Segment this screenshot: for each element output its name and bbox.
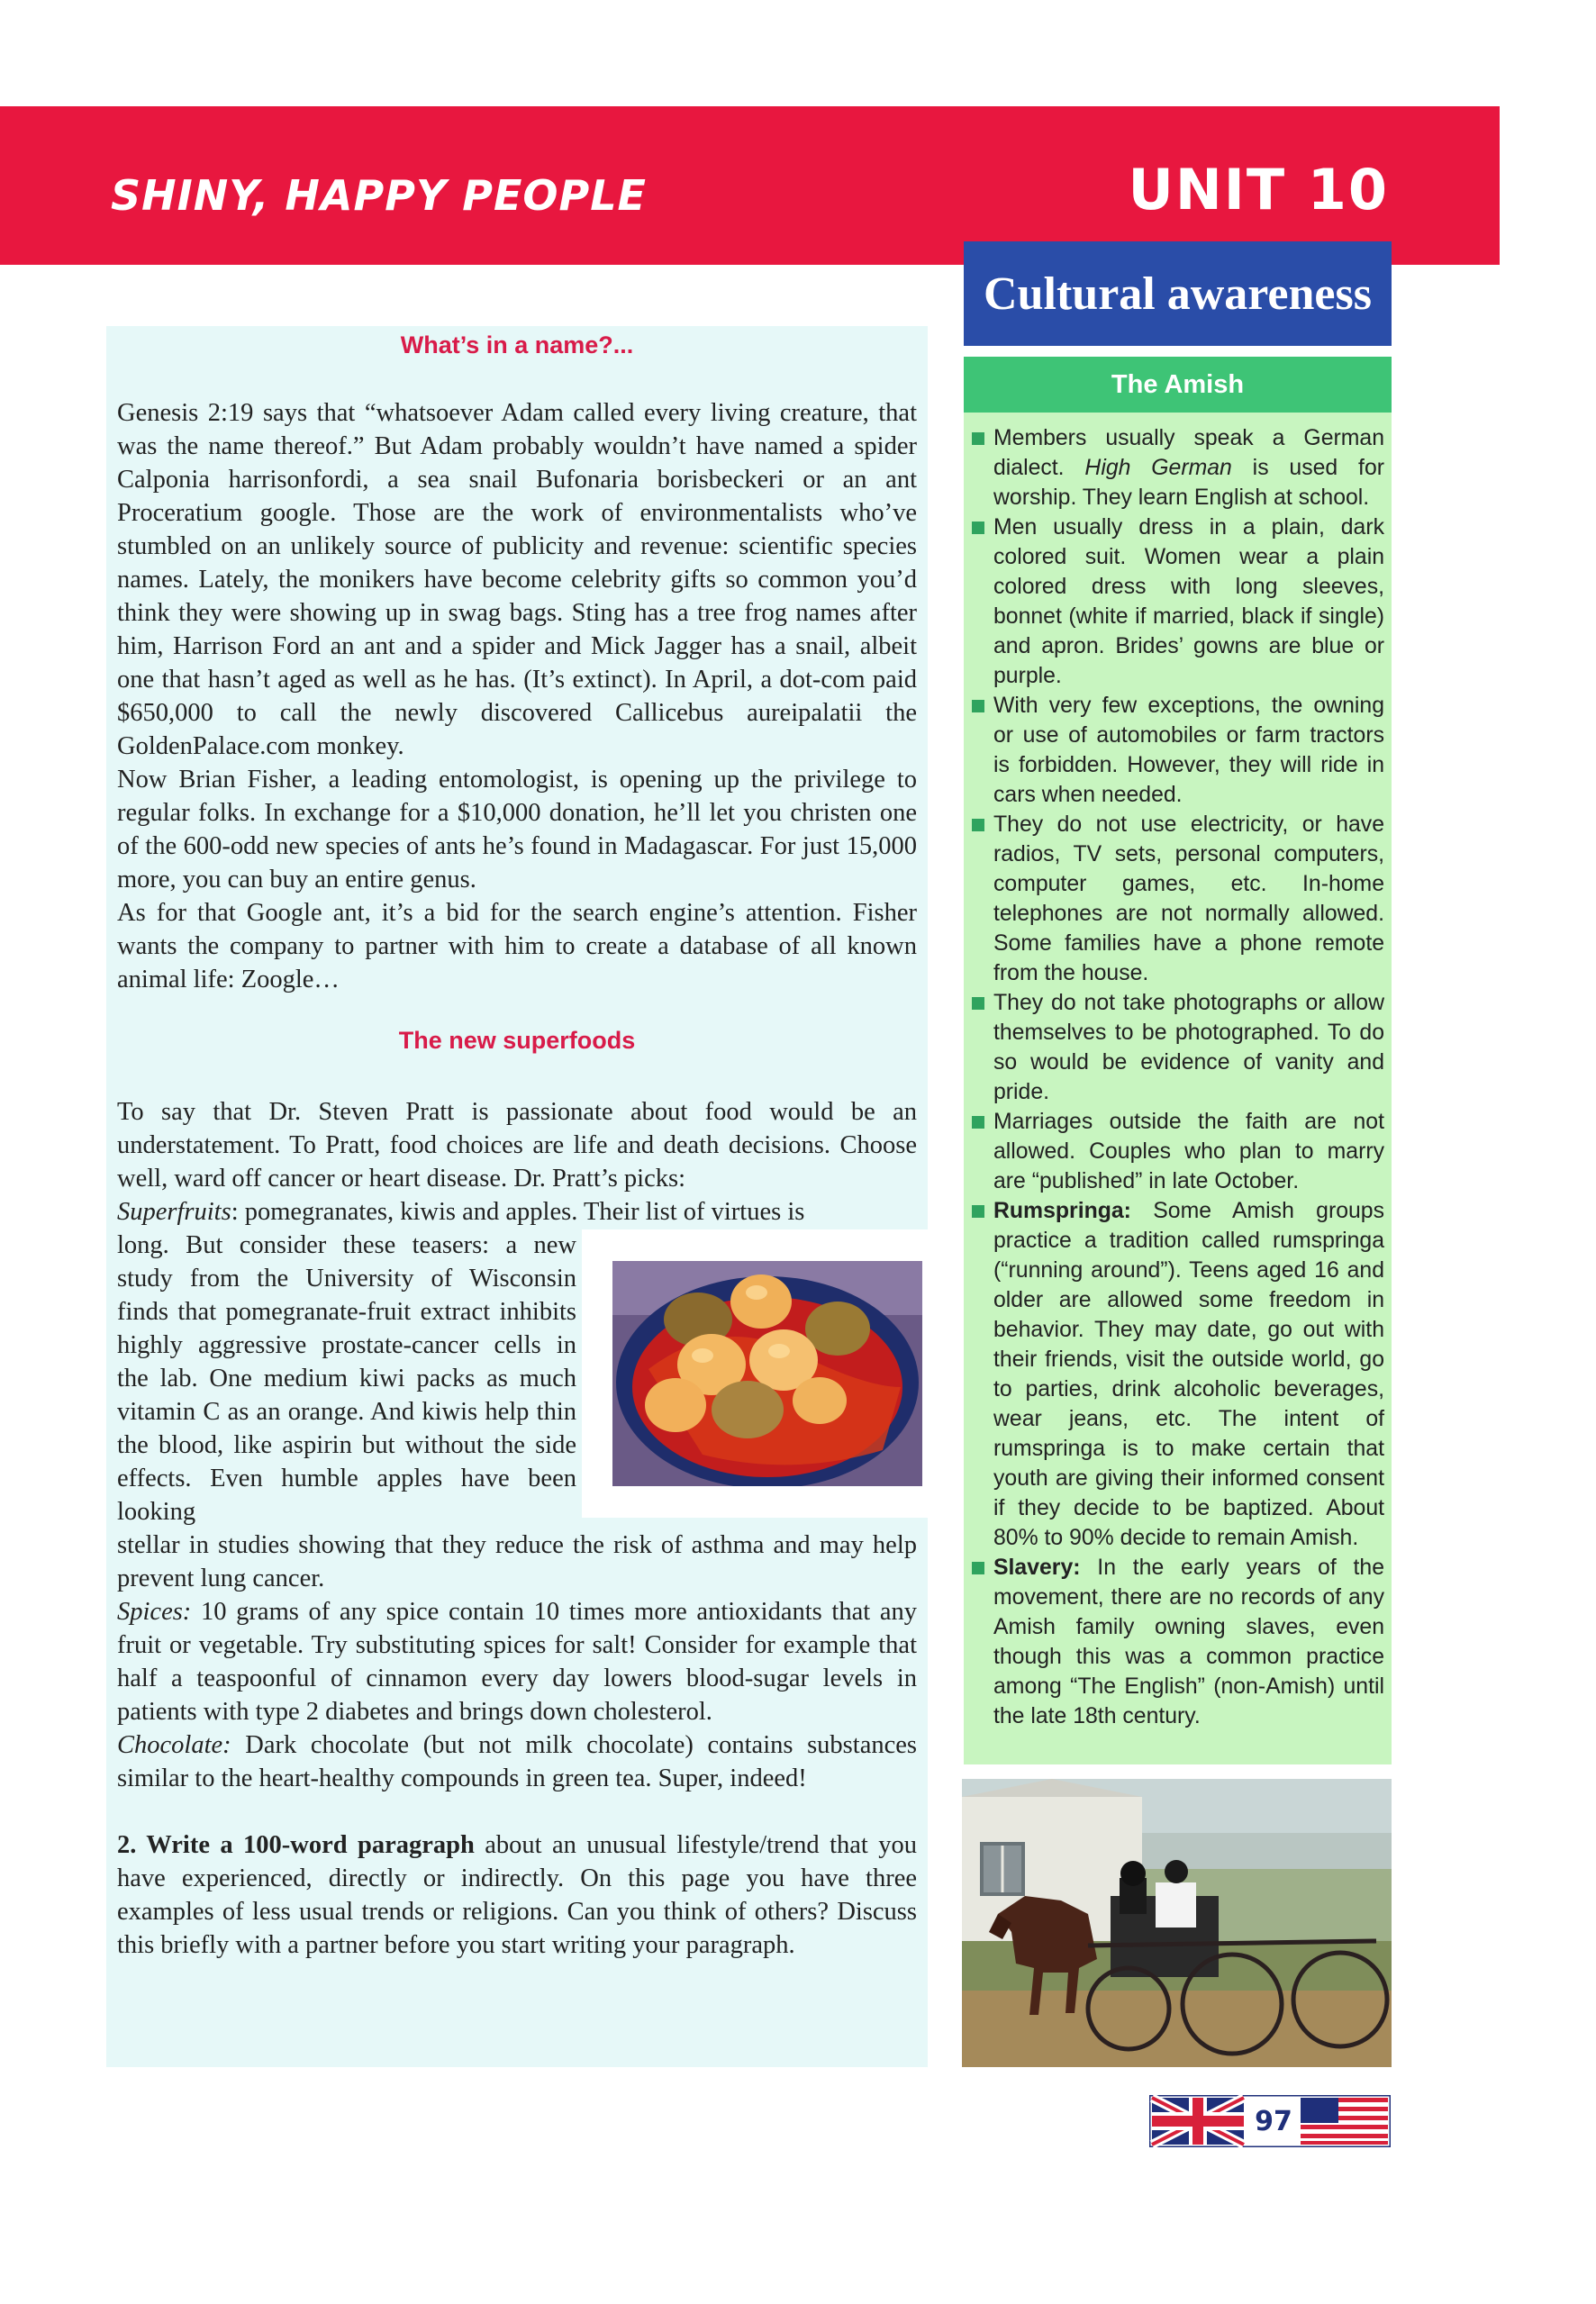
list-item: Marriages outside the faith are not allowed. Couples who plan to marry are “published” in late October. bbox=[968, 1107, 1384, 1196]
writing-task-label: 2. Write a 100-word paragraph bbox=[117, 1831, 475, 1859]
list-item: Slavery: In the early years of the movement, there are no records of any Amish family owning slaves, even though this was a common practice among “The English” (non-Amish) until the late 18th century. bbox=[968, 1553, 1384, 1731]
bullet-square-icon bbox=[972, 819, 984, 831]
bullet-square-icon bbox=[972, 700, 984, 712]
amish-heading: The Amish bbox=[964, 357, 1392, 413]
spices-label: Spices: bbox=[117, 1598, 192, 1626]
chocolate-paragraph bbox=[117, 1728, 917, 1795]
bullet-square-icon bbox=[972, 1116, 984, 1129]
chocolate-text: Dark chocolate (but not milk chocolate) contains substances similar to the heart-healthy compounds in green tea. Super, indeed! bbox=[117, 1731, 917, 1792]
chocolate-label: Chocolate: bbox=[117, 1731, 231, 1759]
section-title: Cultural awareness bbox=[964, 241, 1392, 346]
spices-paragraph bbox=[117, 1595, 917, 1728]
bullet-square-icon bbox=[972, 432, 984, 445]
article-name-paragraph: Genesis 2:19 says that “whatsoever Adam called every living creature, that was the name thereof.” But Adam probably wouldn’t have named a spider Calponia harrisonfordi, a sea snail Bufonaria borisbeckeri or an ant Proceratium google. Those are the work of environmentalists who’ve stumbled on an unlikely source of publicity and revenue: scientific species names. Lately, the monikers have become celebrity gifts so common you’d think they were showing up in swag bags. Sting has a tree frog names after him, Harrison Ford an ant and a spider and Mick Jagger has a snail, albeit one that hasn’t aged as well as he has. (It’s extinct). In April, a dot-com paid $650,000 to call the newly discovered Callicebus aureipalatii the GoldenPalace.com monkey. bbox=[117, 399, 917, 760]
page-number: 97 bbox=[1255, 2105, 1292, 2137]
fruit-bowl-photo bbox=[612, 1261, 922, 1486]
list-item: Members usually speak a German dialect. High German is used for worship. They learn English at school. bbox=[968, 423, 1384, 513]
writing-task bbox=[117, 1828, 917, 1962]
writing-task-text: about an unusual lifestyle/trend that you have experienced, directly or indirectly. On this page you have three examples of less usual trends or religions. Can you think of others? Discuss this briefly with a partner before you start writing your paragraph. bbox=[117, 1831, 917, 1959]
article-superfoods-continued bbox=[117, 1528, 917, 1962]
spices-text: 10 grams of any spice contain 10 times more antioxidants that any fruit or vegetable. Try substituting spices for salt! Consider for example that half a teaspoonful of cinnamon every day lowers blood-sugar levels in patients with type 2 diabetes and brings down cholesterol. bbox=[117, 1598, 917, 1726]
superfoods-paragraph: To say that Dr. Steven Pratt is passionate about food would be an understatement. To Pratt, food choices are life and death decisions. Choose well, ward off cancer or heart disease. Dr. Pratt’s picks: bbox=[117, 1098, 917, 1193]
list-item: Men usually dress in a plain, dark colored suit. Women wear a plain colored dress with long sleeves, bonnet (white if married, black if single) and apron. Brides’ gowns are blue or purple. bbox=[968, 513, 1384, 691]
amish-buggy-photo bbox=[962, 1779, 1392, 2067]
uk-flag-icon bbox=[1152, 2098, 1244, 2145]
article-heading-superfoods: The new superfoods bbox=[398, 1027, 636, 1054]
amish-facts-list bbox=[968, 423, 1384, 1731]
article-name-paragraph: As for that Google ant, it’s a bid for the search engine’s attention. Fisher wants the company to partner with him to create a database of all known animal life: Zoogle… bbox=[117, 899, 917, 993]
us-flag-icon bbox=[1301, 2098, 1388, 2145]
page-title: SHINY, HAPPY PEOPLE bbox=[111, 171, 647, 220]
article-name-body bbox=[117, 396, 917, 996]
superfruits-label: Superfruits bbox=[117, 1198, 231, 1226]
bullet-square-icon bbox=[972, 1205, 984, 1218]
list-item: They do not take photographs or allow themselves to be photographed. To do so would be evidence of vanity and pride. bbox=[968, 988, 1384, 1107]
list-item: With very few exceptions, the owning or use of automobiles or farm tractors is forbidden. However, they will ride in cars when needed. bbox=[968, 691, 1384, 810]
article-heading-name: What’s in a name?... bbox=[400, 331, 634, 358]
list-item: Rumspringa: Some Amish groups practice a tradition called rumspringa (“running around”). Teens aged 16 and older are allowed some freedom in behavior. They may date, go out with their friends, visit the outside world, go to parties, drink alcoholic beverages, wear jeans, etc. The intent of rumspringa is to make certain that youth are giving their informed consent if they decide to be baptized. About 80% to 90% decide to remain Amish. bbox=[968, 1196, 1384, 1553]
article-name-paragraph: Now Brian Fisher, a leading entomologist, is opening up the privilege to regular folks. In exchange for a $10,000 donation, he’ll let you christen one of the 600-odd new species of ants he’s found in Madagascar. For just 15,000 more, you can buy an entire genus. bbox=[117, 766, 917, 893]
bullet-square-icon bbox=[972, 522, 984, 534]
list-item: They do not use electricity, or have radios, TV sets, personal computers, computer games, etc. In-home telephones are not normally allowed. Some families have a phone remote from the house. bbox=[968, 810, 1384, 988]
superfruits-conclusion: stellar in studies showing that they reduce the risk of asthma and may help prevent lung cancer. bbox=[117, 1531, 917, 1592]
article-superfoods-intro bbox=[117, 1095, 917, 1229]
bullet-square-icon bbox=[972, 997, 984, 1010]
superfruits-line bbox=[117, 1195, 917, 1229]
superfruits-narrow-text bbox=[117, 1229, 576, 1528]
bullet-square-icon bbox=[972, 1562, 984, 1574]
superfruits-details: long. But consider these teasers: a new study from the University of Wisconsin finds that pomegranate-fruit extract inhibits highly aggressive prostate-cancer cells in the lab. One medium kiwi packs as much vitamin C as an orange. And kiwis help thin the blood, like aspirin but without the side effects. Even humble apples have been looking bbox=[117, 1231, 576, 1526]
superfruits-intro: : pomegranates, kiwis and apples. Their list of virtues is bbox=[231, 1198, 805, 1226]
unit-label: UNIT 10 bbox=[1128, 157, 1389, 222]
left-reading-panel bbox=[106, 326, 928, 2067]
